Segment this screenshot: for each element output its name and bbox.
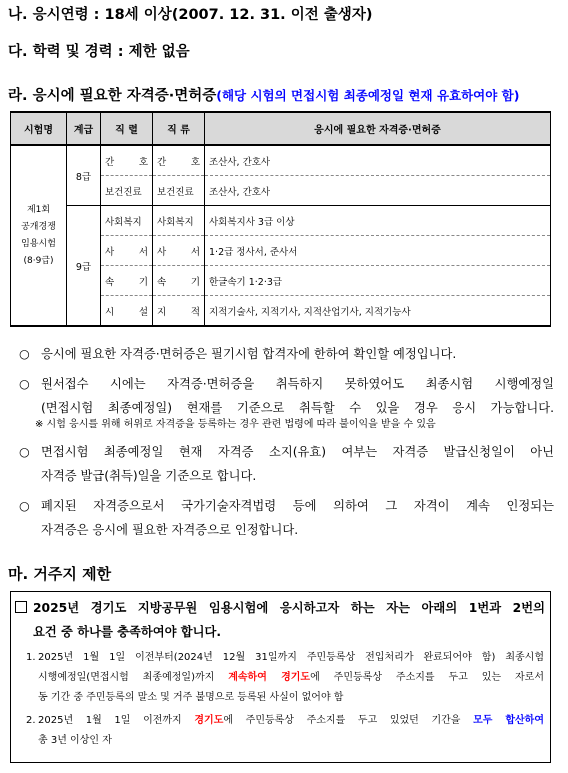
residence-item-2: 2. 2025년 1월 1일 이전까지 경기도에 주민등록상 주소지를 두고 있었던 기간을 모두 합산하여 총 3년 이상인 자 (26, 715, 544, 746)
checkbox-square-icon (15, 601, 27, 613)
table-row (11, 206, 551, 236)
header-series: 직 렬 (101, 112, 153, 145)
subseries-cell: 사회복지 (153, 206, 205, 236)
license-cell: 지적기술사, 지적기사, 지적산업기사, 지적기능사 (205, 296, 551, 327)
bullet-application: ○ 원서접수 시에는 자격증·면허증을 취득하지 못하였어도 최종시험 시행예정일 (면접시험 최종예정일) 현재를 기준으로 취득할 수 있을 경우 응시 가능합니다. (19, 372, 554, 420)
false-registration-note: ※ 시험 응시를 위해 허위로 자격증을 등록하는 경우 관련 법령에 따라 불이익을 받을 수 있음 (35, 419, 436, 430)
series-cell: 시 설 (101, 296, 153, 327)
header-grade: 계급 (67, 112, 101, 145)
header-exam-name: 시험명 (11, 112, 67, 145)
table-row (11, 145, 551, 176)
residence-requirement-heading: 2025년 경기도 지방공무원 임용시험에 응시하고자 하는 자는 아래의 1번과 2번의 요건 중 하나를 충족하여야 합니다. (15, 596, 545, 644)
subseries-cell: 사 서 (153, 236, 205, 266)
license-note: (해당 시험의 면접시험 최종예정일 현재 유효하여야 함) (216, 88, 520, 103)
bullet-abolished: ○ 폐지된 자격증으로서 국가기술자격법령 등에 의하여 그 자격이 계속 인정되는 자격증은 응시에 필요한 자격증으로 인정합니다. (19, 494, 554, 542)
series-cell: 간 호 (101, 145, 153, 176)
license-heading (8, 84, 519, 105)
circle-bullet-icon: ○ (19, 499, 30, 513)
grade-cell: 9급 (67, 206, 101, 327)
circle-bullet-icon: ○ (19, 377, 30, 391)
license-cell: 조산사, 간호사 (205, 145, 551, 176)
bullet-license-check: ○ 응시에 필요한 자격증·면허증은 필기시험 합격자에 한하여 확인할 예정입니다. (19, 342, 554, 366)
subseries-cell: 간 호 (153, 145, 205, 176)
subseries-cell: 속 기 (153, 266, 205, 296)
license-title: 라. 응시에 필요한 자격증·면허증 (8, 88, 217, 104)
residence-heading: 마. 거주지 제한 (8, 565, 112, 583)
grade-cell: 8급 (67, 145, 101, 206)
series-cell: 속 기 (101, 266, 153, 296)
age-requirement: 나. 응시연령 : 18세 이상(2007. 12. 31. 이전 출생자) (8, 7, 373, 23)
license-table (10, 111, 551, 327)
education-requirement: 다. 학력 및 경력 : 제한 없음 (8, 44, 190, 60)
bullet-validity: ○ 면접시험 최종예정일 현재 자격증 소지(유효) 여부는 자격증 발급신청일이 아닌 자격증 발급(취득)일을 기준으로 합니다. (19, 440, 554, 488)
license-cell: 사회복지사 3급 이상 (205, 206, 551, 236)
subseries-cell: 지 적 (153, 296, 205, 327)
license-cell: 1·2급 정사서, 준사서 (205, 236, 551, 266)
residence-box (10, 591, 551, 763)
exam-name-cell: 제1회 공개경쟁 임용시험 (8·9급) (11, 145, 67, 326)
series-cell: 사 서 (101, 236, 153, 266)
series-cell: 사회복지 (101, 206, 153, 236)
residence-item-1: 1. 2025년 1월 1일 이전부터(2024년 12월 31일까지 주민등록상 전입처리가 완료되어야 함) 최종시험 시행예정일(면접시험 최종예정일)까지 계속하여 경기도에 주민등록상 주소지를 두고 있는 자로서 동 기간 중 주민등록의 말소 및 거주 불명으로 등록된 사실이 없어야 함 (26, 652, 544, 703)
license-cell: 조산사, 간호사 (205, 176, 551, 206)
subseries-cell: 보건진료 (153, 176, 205, 206)
header-license: 응시에 필요한 자격증·면허증 (205, 112, 551, 145)
circle-bullet-icon: ○ (19, 445, 30, 459)
header-subseries: 직 류 (153, 112, 205, 145)
table-header-row (11, 112, 551, 145)
circle-bullet-icon: ○ (19, 347, 30, 361)
series-cell: 보건진료 (101, 176, 153, 206)
license-cell: 한글속기 1·2·3급 (205, 266, 551, 296)
